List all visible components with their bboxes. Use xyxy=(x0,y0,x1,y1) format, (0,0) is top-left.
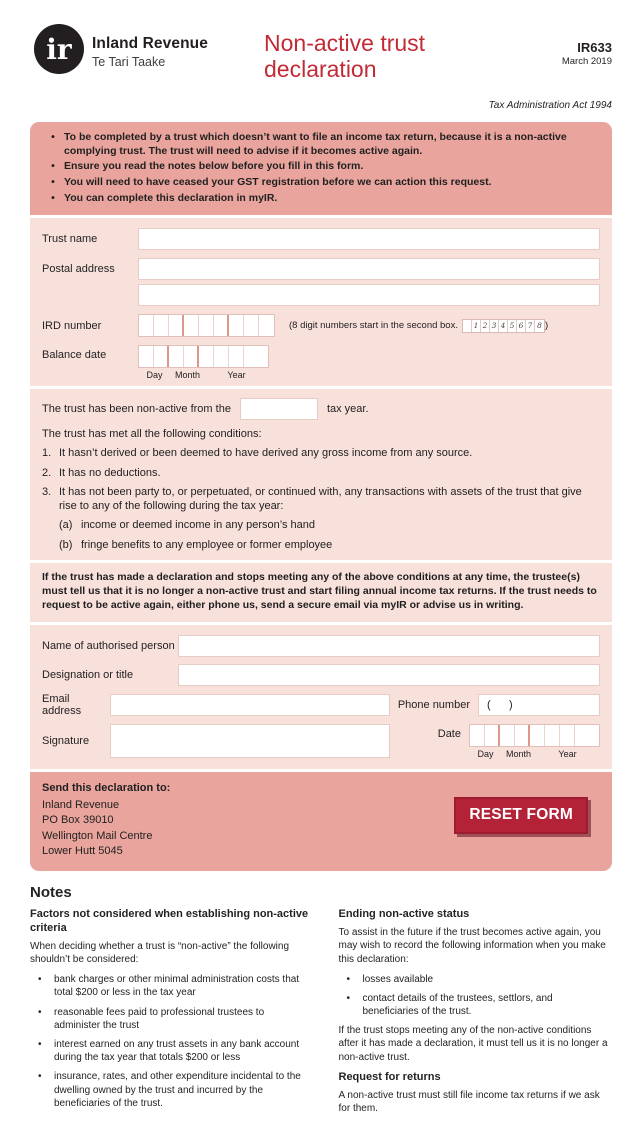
bullet-icon: • xyxy=(346,973,351,985)
date-cell[interactable] xyxy=(154,346,169,367)
date-cell[interactable] xyxy=(214,346,229,367)
ird-digit-cell[interactable] xyxy=(199,315,214,336)
subcondition-text: fringe benefits to any employee or former employee xyxy=(81,538,333,551)
authorised-name-label: Name of authorised person xyxy=(42,639,175,652)
date-label: Date xyxy=(437,727,461,740)
notes-right-para: If the trust stops meeting any of the non-active conditions after it has made a declaration, it must tell us it is no longer a non-active trust. xyxy=(338,1025,608,1063)
condition-item xyxy=(42,446,600,460)
form-header xyxy=(0,0,640,122)
phone-label: Phone number xyxy=(397,698,470,711)
conditions-intro: The trust has met all the following conditions: xyxy=(42,428,262,441)
brand-name: Inland Revenue xyxy=(92,35,208,52)
subcondition-letter: (a) xyxy=(59,519,73,532)
bullet-icon: • xyxy=(51,191,55,204)
notes-bullet-text: contact details of the trustees, settlors, and beneficiaries of the trust. xyxy=(362,992,553,1018)
bullet-icon: • xyxy=(38,1039,42,1051)
ird-sample-cell: 1 xyxy=(472,320,481,332)
notes-bullet xyxy=(30,1070,309,1110)
tax-year-suffix: tax year. xyxy=(326,403,369,416)
year-label: Year xyxy=(558,748,577,759)
intro-bullet-text: Ensure you read the notes below before you fill in this form. xyxy=(64,160,364,173)
send-address-line: Lower Hutt 5045 xyxy=(42,845,123,858)
declaration-date-group xyxy=(469,724,600,759)
date-cell[interactable] xyxy=(500,725,515,746)
brand-block xyxy=(92,35,208,69)
date-cell[interactable] xyxy=(244,346,259,367)
designation-input[interactable] xyxy=(178,664,600,686)
bullet-icon: • xyxy=(346,992,351,1004)
condition-text: It has not been party to, or perpetuated, or continued with, any transactions with assets of the trust that give rise to any of the following during the tax year: xyxy=(59,485,582,513)
form-version-date: March 2019 xyxy=(561,56,612,67)
form-number: IR633 xyxy=(577,40,612,55)
phone-input[interactable]: ( ) xyxy=(478,694,600,716)
ird-sample-boxes xyxy=(462,319,545,333)
notes-bullet-text: losses available xyxy=(362,973,434,985)
condition-item xyxy=(42,466,600,480)
condition-subitem xyxy=(59,518,600,532)
day-label: Day xyxy=(146,370,163,381)
postal-address-label: Postal address xyxy=(42,263,115,276)
date-cell[interactable] xyxy=(199,346,214,367)
date-cell[interactable] xyxy=(575,725,590,746)
notes-right-intro: To assist in the future if the trust becomes active again, you may wish to record the following information when you make this declaration: xyxy=(338,927,606,965)
send-address-line: Wellington Mail Centre xyxy=(42,829,153,842)
ird-sample-cell xyxy=(463,320,472,332)
year-label: Year xyxy=(227,370,246,381)
notes-left-subheading: Factors not considered when establishing non-active criteria xyxy=(30,908,309,935)
designation-label: Designation or title xyxy=(42,668,134,681)
date-cell[interactable] xyxy=(139,346,154,367)
date-part-labels xyxy=(469,749,600,759)
notes-right-para2: A non-active trust must still file income tax returns if we ask for them. xyxy=(338,1089,600,1114)
condition-text: It hasn’t derived or been deemed to have derived any gross income from any source. xyxy=(59,447,473,460)
ird-hint-text: (8 digit numbers start in the second box. xyxy=(289,320,458,332)
ird-digit-cell[interactable] xyxy=(139,315,154,336)
intro-bullet-text: You can complete this declaration in myIR. xyxy=(64,191,278,204)
condition-item xyxy=(42,485,600,514)
ird-digit-cell[interactable] xyxy=(229,315,244,336)
send-panel xyxy=(30,772,612,872)
nonactive-from-label: The trust has been non-active from the xyxy=(42,403,231,416)
date-cell[interactable] xyxy=(169,346,184,367)
notes-right-subheading1: Ending non-active status xyxy=(338,908,470,921)
notes-left-column xyxy=(30,904,309,1122)
notes-left-intro: When deciding whether a trust is “non-active” the following shouldn’t be considered: xyxy=(30,940,290,966)
condition-subitem xyxy=(59,538,600,552)
notes-bullet xyxy=(30,1038,309,1064)
intro-bullet-text: To be completed by a trust which doesn’t want to file an income tax return, because it is a non-active complying trust. The trust will need to advise if it becomes active again. xyxy=(64,131,567,157)
ird-digit-cell[interactable] xyxy=(244,315,259,336)
condition-text: It has no deductions. xyxy=(59,466,161,479)
authorised-name-input[interactable] xyxy=(178,635,600,657)
form-body xyxy=(30,122,612,871)
condition-number: 2. xyxy=(42,466,52,479)
date-cell[interactable] xyxy=(545,725,560,746)
ird-digit-cell[interactable] xyxy=(214,315,229,336)
postal-address-input-line1[interactable] xyxy=(138,258,600,280)
ird-sample-cell: 6 xyxy=(517,320,526,332)
ird-sample-cell: 3 xyxy=(490,320,499,332)
notes-section xyxy=(30,884,610,1122)
date-part-labels xyxy=(138,370,269,380)
ird-digit-cell[interactable] xyxy=(259,315,274,336)
ird-digit-cell[interactable] xyxy=(154,315,169,336)
ird-number-input[interactable] xyxy=(138,314,275,337)
notes-heading: Notes xyxy=(30,884,72,902)
conditions-panel xyxy=(30,389,612,560)
intro-bullet xyxy=(42,131,596,158)
act-reference: Tax Administration Act 1994 xyxy=(488,100,612,111)
notes-bullet-text: bank charges or other minimal administration costs that total $200 or less in the tax year xyxy=(54,974,300,999)
date-cell[interactable] xyxy=(485,725,500,746)
trust-name-label: Trust name xyxy=(42,233,98,246)
form-title-line1: Non-active trust xyxy=(264,30,426,56)
svg-text:ir: ir xyxy=(46,33,72,66)
warning-panel: If the trust has made a declaration and stops meeting any of the above conditions at any time, the trustee(s) must tell us that it is no longer a non-active trust and start filing annual income tax returns. If the trust needs to request to be active again, either phone us, send a secure email via myIR or advise us in writing. xyxy=(30,563,612,622)
send-heading: Send this declaration to: xyxy=(42,781,171,794)
ird-hint-close: ) xyxy=(544,320,549,332)
inland-revenue-logo-icon xyxy=(34,24,84,74)
notes-bullet-text: reasonable fees paid to professional trustees to administer the trust xyxy=(54,1006,265,1031)
intro-panel xyxy=(30,122,612,215)
signature-input[interactable] xyxy=(110,724,390,758)
balance-date-input[interactable] xyxy=(138,345,269,368)
bullet-icon: • xyxy=(51,131,55,143)
condition-number: 1. xyxy=(42,447,52,460)
reset-form-button[interactable]: RESET FORM xyxy=(454,797,588,834)
send-address-line: Inland Revenue xyxy=(42,798,120,811)
condition-number: 3. xyxy=(42,485,52,498)
authorised-person-panel xyxy=(30,625,612,769)
declaration-date-input[interactable] xyxy=(469,724,600,747)
trust-name-input[interactable] xyxy=(138,228,600,250)
month-label: Month xyxy=(174,370,200,381)
date-cell[interactable] xyxy=(229,346,244,367)
date-cell[interactable] xyxy=(515,725,530,746)
bullet-icon: • xyxy=(38,1071,42,1083)
ird-digit-cell[interactable] xyxy=(184,315,199,336)
notes-bullet-text: insurance, rates, and other expenditure incidental to the dwelling owned by the trust and incurred by the beneficiaries of the trust. xyxy=(54,1071,301,1109)
date-cell[interactable] xyxy=(184,346,199,367)
ird-sample-cell: 2 xyxy=(481,320,490,332)
intro-bullet xyxy=(42,160,596,174)
day-label: Day xyxy=(477,748,494,759)
form-title-line2: declaration xyxy=(264,55,377,82)
bullet-icon: • xyxy=(38,1006,42,1018)
date-cell[interactable] xyxy=(530,725,545,746)
intro-bullet-text: You will need to have ceased your GST registration before we can action this request. xyxy=(64,175,492,188)
email-input[interactable] xyxy=(110,694,390,716)
postal-address-input-line2[interactable] xyxy=(138,284,600,306)
date-cell[interactable] xyxy=(470,725,485,746)
notes-bullet xyxy=(339,973,611,986)
notes-bullet-text: interest earned on any trust assets in any bank account during the tax year that totals $200 or less xyxy=(54,1039,300,1064)
notes-right-column xyxy=(339,904,611,1122)
intro-bullet xyxy=(42,192,596,206)
month-label: Month xyxy=(505,748,531,759)
notes-bullet xyxy=(339,992,611,1018)
brand-maori-name: Te Tari Taake xyxy=(92,55,166,69)
notes-right-subheading2: Request for returns xyxy=(338,1070,441,1083)
email-label: Email address xyxy=(42,692,82,717)
notes-bullet xyxy=(30,973,309,999)
ird-sample-cell: 5 xyxy=(508,320,517,332)
send-address-line: PO Box 39010 xyxy=(42,814,114,827)
form-meta xyxy=(562,40,612,67)
signature-label: Signature xyxy=(42,735,90,748)
balance-date-group xyxy=(138,345,269,380)
ird-sample-cell: 7 xyxy=(526,320,535,332)
ird-sample-cell: 8 xyxy=(535,320,544,332)
date-cell[interactable] xyxy=(560,725,575,746)
ird-digit-cell[interactable] xyxy=(169,315,184,336)
bullet-icon: • xyxy=(51,160,55,173)
balance-date-label: Balance date xyxy=(42,349,107,362)
ird-sample-cell: 4 xyxy=(499,320,508,332)
subcondition-text: income or deemed income in any person’s hand xyxy=(81,519,315,532)
tax-year-input[interactable] xyxy=(240,398,318,420)
intro-bullet xyxy=(42,176,596,190)
bullet-icon: • xyxy=(51,175,55,188)
ird-number-label: IRD number xyxy=(42,319,102,332)
subcondition-letter: (b) xyxy=(59,538,73,551)
bullet-icon: • xyxy=(38,974,42,986)
notes-bullet xyxy=(30,1006,309,1032)
ird-hint xyxy=(289,319,548,333)
form-title xyxy=(264,31,425,83)
identity-fields-panel xyxy=(30,218,612,386)
